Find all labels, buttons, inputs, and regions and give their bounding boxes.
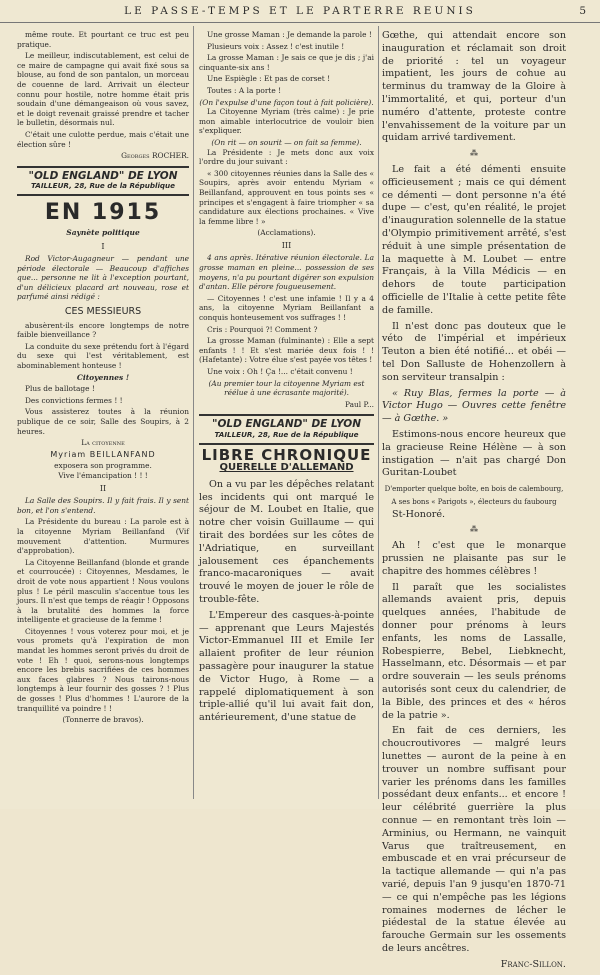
section-number: I — [101, 241, 105, 251]
placard-line: exposera son programme. — [54, 461, 152, 471]
placard-line: Vive l'émancipation ! ! ! — [58, 470, 148, 480]
paragraph: Ah ! c'est que le monarque prussien ne plaisante pas sur le chapitre des hommes célèbres ! — [382, 540, 566, 577]
paragraph: Une grosse Maman : Je demande la parole ! — [207, 30, 372, 39]
page-number: 5 — [579, 5, 586, 17]
column-3 — [382, 30, 566, 975]
column-divider — [378, 26, 379, 799]
stage-note: (On rit — on sourit — on fait sa femme). — [211, 137, 362, 147]
paragraph: La grosse Maman : Je sais ce que je dis ; j'ai cinquante-six ans ! — [199, 53, 374, 72]
paragraph: La conduite du sexe prétendu fort à l'égard du sexe qui l'est véritablement, est abominablement honteuse ! — [17, 341, 189, 371]
stage-note: (On l'expulse d'une façon tout à fait policière). — [199, 97, 374, 107]
paragraph: Citoyennes ! vous voterez pour moi, et je vous promets qu'à l'expiration de mon mandat les hommes seront privés du droit de vote ! Eh ! quoi, serons-nous longtemps encore les brebis sacrifiées de ces hommes aux faces glabres ? Nous tairons-nous longtemps à leur fournir des gosses ? ! Plus de gosses ! Plus d'hommes ! L'aurore de la tranquillité va poindre ! ! — [17, 626, 189, 713]
publication-title: LE PASSE-TEMPS ET LE PARTERRE REUNIS — [124, 5, 476, 17]
paragraph: Une Espiègle : Et pas de corset ! — [207, 74, 331, 84]
paragraph: On a vu par les dépêches relatant les incidents qui ont marqué le séjour de M. Loubet en Italie, que notre cher voisin Guillaume — qui tirait des bordées sur les côtes de l'Adriatique, en surveillant jalousement ces épanchements franco-macaroniques — avait trouvé le moyen de jouer le rôle de trouble-fête. — [199, 478, 374, 605]
paragraph: La Présidente : Je mets donc aux voix l'ordre du jour suivant : — [199, 147, 374, 167]
stage-note: (Tonnerre de bravos). — [62, 715, 144, 725]
section-title: LIBRE CHRONIQUE — [201, 445, 372, 464]
paragraph: Vous assisterez toutes à la réunion publique de ce soir, Salle des Soupirs, à 2 heures. — [17, 407, 189, 436]
paragraph: Des convictions fermes ! ! — [25, 395, 123, 405]
placard-callout: Citoyennes ! — [76, 372, 130, 382]
paragraph: Le meilleur, indiscutablement, est celui de ce maire de campagne qui avait fixé sous sa blouse, au fond de son pantalon, un morceau de couenne de lard. Arrivait un électeur connu pour hostile, notre homme était pris soudain d'une démangeaison où vous savez, et le doigt revenait graissé prendre et tacher le bulletin, désormais nul. — [17, 51, 189, 128]
paragraph: La Présidente du bureau : La parole est à la citoyenne Myriam Beillanfand (Vif mouvement d'attention. Murmures d'approbation). — [17, 517, 189, 556]
paragraph: Le fait a été démenti ensuite officieusement ; mais ce qui dément ce démenti — dont personne n'a été dupe — c'est, qu'en réalité, le projet d'inauguration solennelle de la statue d'Olympio primitivement arrêté, s'est réduit à une simple présentation de la maquette à M. Loubet — entre Français, à la Villa Médicis — en dehors de toute participation officielle de l'Italie à cette petite fête de famille. — [382, 163, 566, 316]
paragraph: 4 ans après. Itérative réunion électorale. La grosse maman en pleine... possession de ses moyens, n'a pu pourtant digérer son expulsion d'antan. Elle pérore fougueusement. — [199, 253, 374, 292]
paragraph: Plusieurs voix : Assez ! c'est inutile ! — [207, 41, 345, 51]
signature: Georges ROCHER. — [121, 151, 189, 161]
column-1 — [17, 30, 189, 725]
stage-note: (Acclamations). — [257, 228, 316, 238]
paragraph: C'était une culotte perdue, mais c'était une élection sûre ! — [17, 129, 189, 149]
signature: Franc-Sillon. — [500, 958, 566, 970]
page-header — [0, 0, 600, 23]
ad-brand: "OLD ENGLAND" DE LYON — [211, 418, 362, 431]
article-body — [199, 479, 374, 725]
paragraph: — Citoyennes ! c'est une infamie ! Il y a 4 ans, la citoyenne Myriam Beillanfant a conquis honteusement vos suffrages ! ! — [199, 293, 374, 323]
paragraph: En fait de ces derniers, les choucroutivores — malgré leurs lunettes — auront de la peine à en trouver un nombre suffisant pour varier les prénoms dans les familles possédant deux enfants... et encore ! leur célébrité guerrière la plus connue — en remontant très loin — Arminius, ou Hermann, ne vainquit Varus que traîtreusement, en embuscade et en vrai précurseur de la tactique allemande — qui n'a pas varié, depuis l'an 9 jusqu'en 1870-71 — ce qui n'empêche pas les légions romaines modernes de lécher le piédestal de la statue élevée au farouche Germain sur les ossements de leurs ancêtres. — [382, 725, 566, 954]
paragraph: Gœthe, qui attendait encore son inauguration et réclamait son droit de priorité : tel un voyageur impatient, les jours de cohue au terminus du tramway de la Gloire à l'immortalité, et qui, porteur d'un numéro d'attente, proteste contre l'envahissement de la voiture par un quidam arrivé tardivement. — [382, 30, 566, 144]
paragraph: La Citoyenne Myriam (très calme) : Je prie mon aimable interlocutrice de vouloir bien s'expliquer. — [199, 107, 374, 136]
paragraph: même route. Et pourtant ce truc est peu pratique. — [17, 30, 189, 49]
paragraph: La Citoyenne Beillanfand (blonde et grande et courroucée) : Citoyennes, Mesdames, le droit de vote nous appartient ! Nous voulons plus ! Le péril masculin s'accentue tous les jours. Il n'est que temps de réagir ! Opposons à la brutalité des hommes la force intelligente et gracieuse de la femme ! — [17, 557, 189, 625]
verse-line: A ses bons « Parigots », électeurs du faubourg — [391, 497, 557, 506]
paragraph: La grosse Maman (fulminante) : Elle a sept enfants ! ! Et s'est mariée deux fois ! ! (Hafetante) : Votre élue s'est payée vos têtes ! — [199, 336, 374, 365]
paragraph: Plus de ballotage ! — [25, 384, 95, 394]
article-title: QUERELLE D'ALLEMAND — [219, 462, 354, 474]
section-number: II — [99, 483, 107, 493]
stage-direction: Rod Victor-Augagneur — pendant une période électorale — Beaucoup d'affiches que... personne ne lit à l'exception pourtant, d'un délicieux placard art nouveau, rose et parfumé ainsi rédigé : — [17, 254, 189, 302]
paragraph: Une voix : Oh ! Ça !... c'était convenu ! — [207, 367, 353, 376]
paragraph: Il n'est donc pas douteux que le véto de l'impérial et impérieux Teuton a bien été notifié... et obéi — tel Don Salluste de Hohenzollern à son serviteur transalpin : — [382, 320, 566, 383]
placard-label: La citoyenne — [81, 438, 125, 448]
paragraph: abusèrent-ils encore longtemps de notre faible bienveillance ? — [17, 320, 189, 340]
ad-address: TAILLEUR, 28, Rue de la République — [30, 181, 176, 191]
candidate-name: Myriam BEILLANFAND — [50, 449, 156, 459]
paragraph: St-Honoré. — [392, 508, 446, 520]
verse-line: D'emporter quelque boîte, en bois de calembourg, — [384, 485, 564, 494]
section-number: III — [281, 240, 292, 250]
article-subtitle: Saynète politique — [66, 227, 140, 237]
ad-brand: "OLD ENGLAND" DE LYON — [28, 169, 178, 182]
paragraph: Cris : Pourquoi ?! Comment ? — [207, 324, 318, 334]
ad-address: TAILLEUR, 28, Rue de la République — [214, 429, 359, 439]
paragraph: Estimons-nous encore heureux que la gracieuse Reine Hélène — à son instigation — n'ait pas chargé Don Guritan-Loubet — [382, 428, 566, 479]
column-divider — [193, 26, 194, 799]
stage-note: (Au premier tour la citoyenne Myriam est réélue à une écrasante majorité). — [208, 378, 365, 398]
advertisement — [199, 414, 374, 444]
advertisement — [17, 166, 189, 196]
paragraph: Toutes : A la porte ! — [207, 85, 282, 95]
paragraph: La Salle des Soupirs. Il y fait frais. Il y sent bon, et l'on s'entend. — [17, 496, 189, 515]
article-title: EN 1915 — [44, 199, 162, 225]
paragraph: L'Empereur des casques-à-pointe — apprenant que Leurs Majestés Victor-Emmanuel III et Emile Ier allaient profiter de leur réunion passagère pour inaugurer la statue de Victor Hugo, à Rome — a rappelé diplomatiquement à son triple-allié qu'il lui avait fait don, antérieurement, d'une statue de — [199, 609, 374, 724]
section-separator: ⁂ — [470, 149, 478, 159]
resolution-quote: « 300 citoyennes réunies dans la Salle des « Soupirs, après avoir entendu Myriam « Beillanfand, approuvent en tous points ses « principes et s'engagent à faire triompher « sa candidature aux élections prochaines. « Vive la femme libre ! » — [199, 168, 374, 226]
section-separator: ⁂ — [470, 525, 478, 535]
column-2 — [199, 30, 374, 728]
quotation: « Ruy Blas, fermes la porte — à Victor Hugo — Ouvres cette fenêtre — à Gœthe. » — [382, 387, 566, 425]
paragraph: Il paraît que les socialistes allemands avaient pris, depuis quelques années, l'habitude de donner pour prénoms à leurs enfants, les noms de Lassalle, Robespierre, Bebel, Liebknecht, Hasselmann, etc. Désormais — et par ordre souverain — les seuls prénoms autorisés sont ceux du calendrier, de la Bible, des princes et des « héros de la patrie ». — [382, 581, 566, 721]
signature: Paul P... — [344, 399, 374, 409]
placard-heading: CES MESSIEURS — [64, 306, 142, 318]
